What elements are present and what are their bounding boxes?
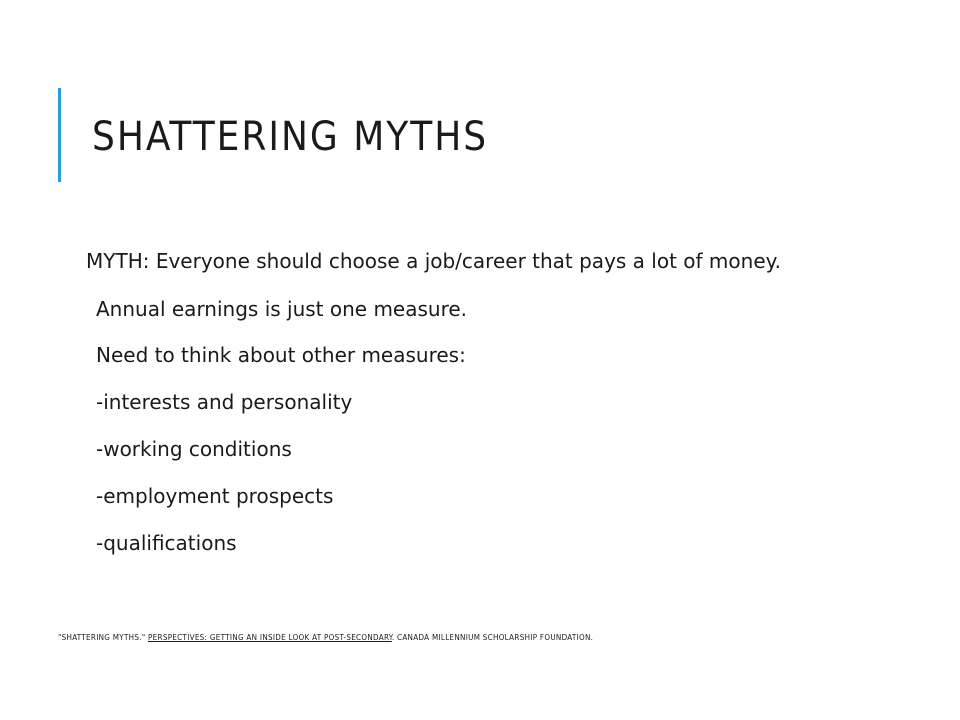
body-line: Need to think about other measures:	[96, 343, 466, 367]
slide-title: SHATTERING MYTHS	[92, 114, 489, 160]
citation-article-title: "SHATTERING MYTHS."	[58, 633, 146, 642]
citation-publication-link[interactable]: PERSPECTIVES: GETTING AN INSIDE LOOK AT POST-SECONDARY	[148, 633, 392, 642]
title-accent-bar	[58, 88, 61, 182]
measure-item: -working conditions	[96, 437, 292, 461]
body-line: Annual earnings is just one measure.	[96, 297, 468, 321]
measure-item: -interests and personality	[96, 390, 353, 414]
myth-statement: MYTH: Everyone should choose a job/career that pays a lot of money.	[86, 249, 781, 273]
citation-publisher: . CANADA MILLENNIUM SCHOLARSHIP FOUNDATION.	[391, 633, 594, 642]
measure-item: -qualifications	[96, 531, 237, 555]
measure-item: -employment prospects	[96, 484, 334, 508]
citation	[58, 633, 593, 643]
